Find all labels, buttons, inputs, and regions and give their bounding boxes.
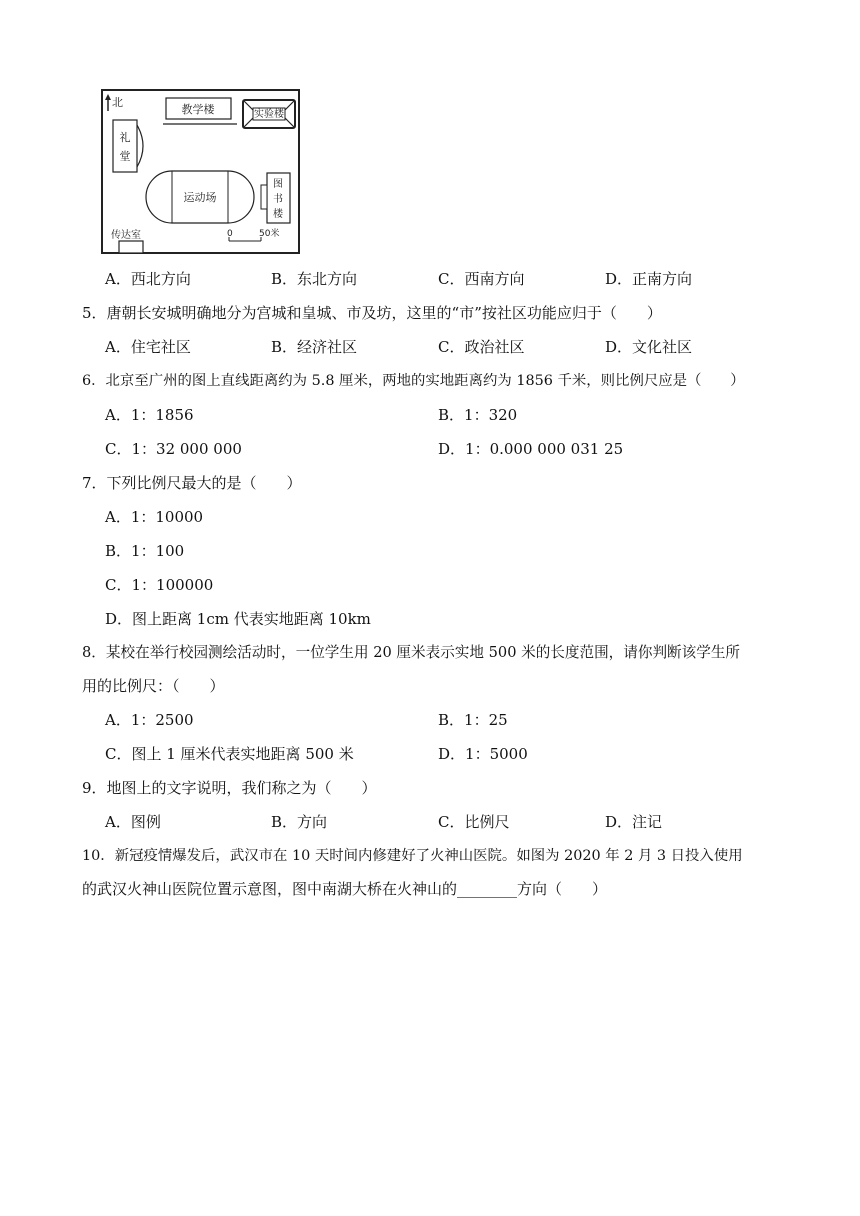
q8-option-b: B．1：25 [438, 711, 508, 729]
q5-option-b: B．经济社区 [271, 338, 358, 356]
hall-building [113, 120, 137, 172]
q9-option-c: C．比例尺 [438, 813, 510, 831]
q6-stem: 6．北京至广州的图上直线距离约为 5.8 厘米，两地的实地距离约为 1856 千米，则比例尺应是（ ） [82, 373, 745, 389]
library-label-2: 书 [273, 194, 283, 205]
q6-option-c: C．1：32 000 000 [105, 440, 242, 458]
hall-label-1: 礼 [119, 131, 131, 144]
q5-option-c: C．政治社区 [438, 338, 525, 356]
hall-label-2: 堂 [119, 150, 131, 163]
teaching-building-label: 教学楼 [181, 103, 215, 116]
q7-option-b: B．1：100 [105, 542, 185, 560]
q7-stem: 7．下列比例尺最大的是（ ） [82, 474, 302, 492]
library-label-3: 楼 [273, 209, 283, 220]
q4-option-c: C．西南方向 [438, 270, 525, 288]
q6-option-a: A．1：1856 [105, 406, 194, 424]
q5-option-d: D．文化社区 [605, 338, 693, 356]
lab-building-label: 实验楼 [254, 109, 284, 120]
q7-option-a: A．1：10000 [105, 508, 204, 526]
q5-option-a: A．住宅社区 [105, 338, 191, 356]
campus-map [101, 89, 301, 255]
q10-stem-line1: 10．新冠疫情爆发后，武汉市在 10 天时间内修建好了火神山医院。如图为 2020 年 2 月 3 日投入使用 [82, 848, 743, 864]
q8-option-c: C．图上 1 厘米代表实地距离 500 米 [105, 745, 354, 763]
q4-option-a: A．西北方向 [105, 270, 191, 288]
q4-option-b: B．东北方向 [271, 270, 358, 288]
q5-stem: 5．唐朝长安城明确地分为宫城和皇城、市及坊，这里的“市”按社区功能应归于（ ） [82, 304, 662, 322]
sports-field-label: 运动场 [183, 191, 217, 204]
q9-option-a: A．图例 [105, 813, 161, 831]
q7-option-c: C．1：100000 [105, 576, 214, 594]
q6-option-b: B．1：320 [438, 406, 518, 424]
q9-stem: 9．地图上的文字说明，我们称之为（ ） [82, 779, 377, 797]
q8-stem-line2: 用的比例尺：（ ） [82, 677, 225, 695]
q4-option-d: D．正南方向 [605, 270, 693, 288]
q8-stem-line1: 8．某校在举行校园测绘活动时，一位学生用 20 厘米表示实地 500 米的长度范围，请你判断该学生所 [82, 644, 741, 661]
q7-option-d: D．图上距离 1cm 代表实地距离 10km [105, 610, 371, 628]
q6-option-d: D．1：0.000 000 031 25 [438, 440, 624, 458]
q8-option-a: A．1：2500 [105, 711, 194, 729]
q10-stem-line2: 的武汉火神山医院位置示意图，图中南湖大桥在火神山的________方向（ ） [82, 880, 608, 898]
library-label-1: 图 [273, 179, 283, 190]
q9-option-b: B．方向 [271, 813, 328, 831]
scale-zero-label: 0 [227, 229, 233, 239]
scale-length-label: 50米 [259, 229, 280, 239]
q9-option-d: D．注记 [605, 813, 663, 831]
guard-room-label: 传达室 [111, 230, 141, 241]
north-label: 北 [112, 96, 123, 109]
guard-room [119, 241, 143, 253]
q8-option-d: D．1：5000 [438, 745, 528, 763]
